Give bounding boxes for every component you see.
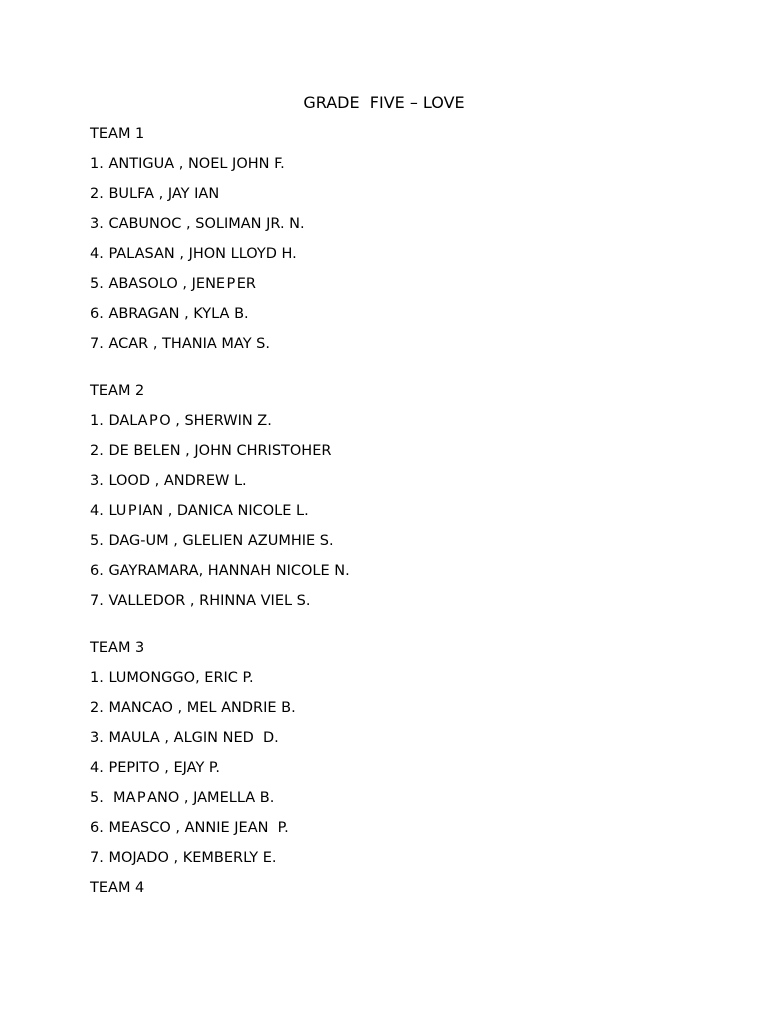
- team-member: 6. ABRAGAN , KYLA B.: [90, 306, 249, 322]
- team-member: 6. MEASCO , ANNIE JEAN P.: [90, 820, 289, 836]
- team-2: [90, 382, 710, 610]
- team-member: 5. ABASOLO , JENE P ER: [90, 276, 256, 292]
- team-member: 5. DAG-UM , GLELIEN AZUMHIE S.: [90, 533, 334, 549]
- team-member: 5. MA P ANO , JAMELLA B.: [90, 790, 275, 806]
- team-member: 2. MANCAO , MEL ANDRIE B.: [90, 700, 296, 716]
- team-member: 2. DE BELEN , JOHN CHRISTOHER: [90, 443, 332, 459]
- team-label: TEAM 2: [90, 383, 145, 399]
- team-label: TEAM 3: [90, 640, 145, 656]
- team-member: 7. ACAR , THANIA MAY S.: [90, 336, 270, 352]
- team-member: 4. PEPITO , EJAY P.: [90, 760, 221, 776]
- team-label: TEAM 1: [90, 126, 145, 142]
- team-member: 3. LOOD , ANDREW L.: [90, 473, 247, 489]
- team-member: 1. ANTIGUA , NOEL JOHN F.: [90, 156, 285, 172]
- page-title: GRADE FIVE – LOVE: [303, 93, 465, 112]
- team-member: 1. LUMONGGO, ERIC P.: [90, 670, 254, 686]
- team-list: [90, 125, 710, 926]
- team-member: 1. DALA P O , SHERWIN Z.: [90, 413, 272, 429]
- team-member: 4. LU P IAN , DANICA NICOLE L.: [90, 503, 309, 519]
- team-member: 4. PALASAN , JHON LLOYD H.: [90, 246, 297, 262]
- team-member: 7. VALLEDOR , RHINNA VIEL S.: [90, 593, 311, 609]
- team-member: 2. BULFA , JAY IAN: [90, 186, 220, 202]
- team-member: 6. GAYRAMARA, HANNAH NICOLE N.: [90, 563, 350, 579]
- team-member: 7. MOJADO , KEMBERLY E.: [90, 850, 277, 866]
- team-3: [90, 639, 710, 897]
- team-1: [90, 125, 710, 353]
- team-member: 3. MAULA , ALGIN NED D.: [90, 730, 279, 746]
- team-member: 3. CABUNOC , SOLIMAN JR. N.: [90, 216, 305, 232]
- team-label: TEAM 4: [90, 880, 145, 896]
